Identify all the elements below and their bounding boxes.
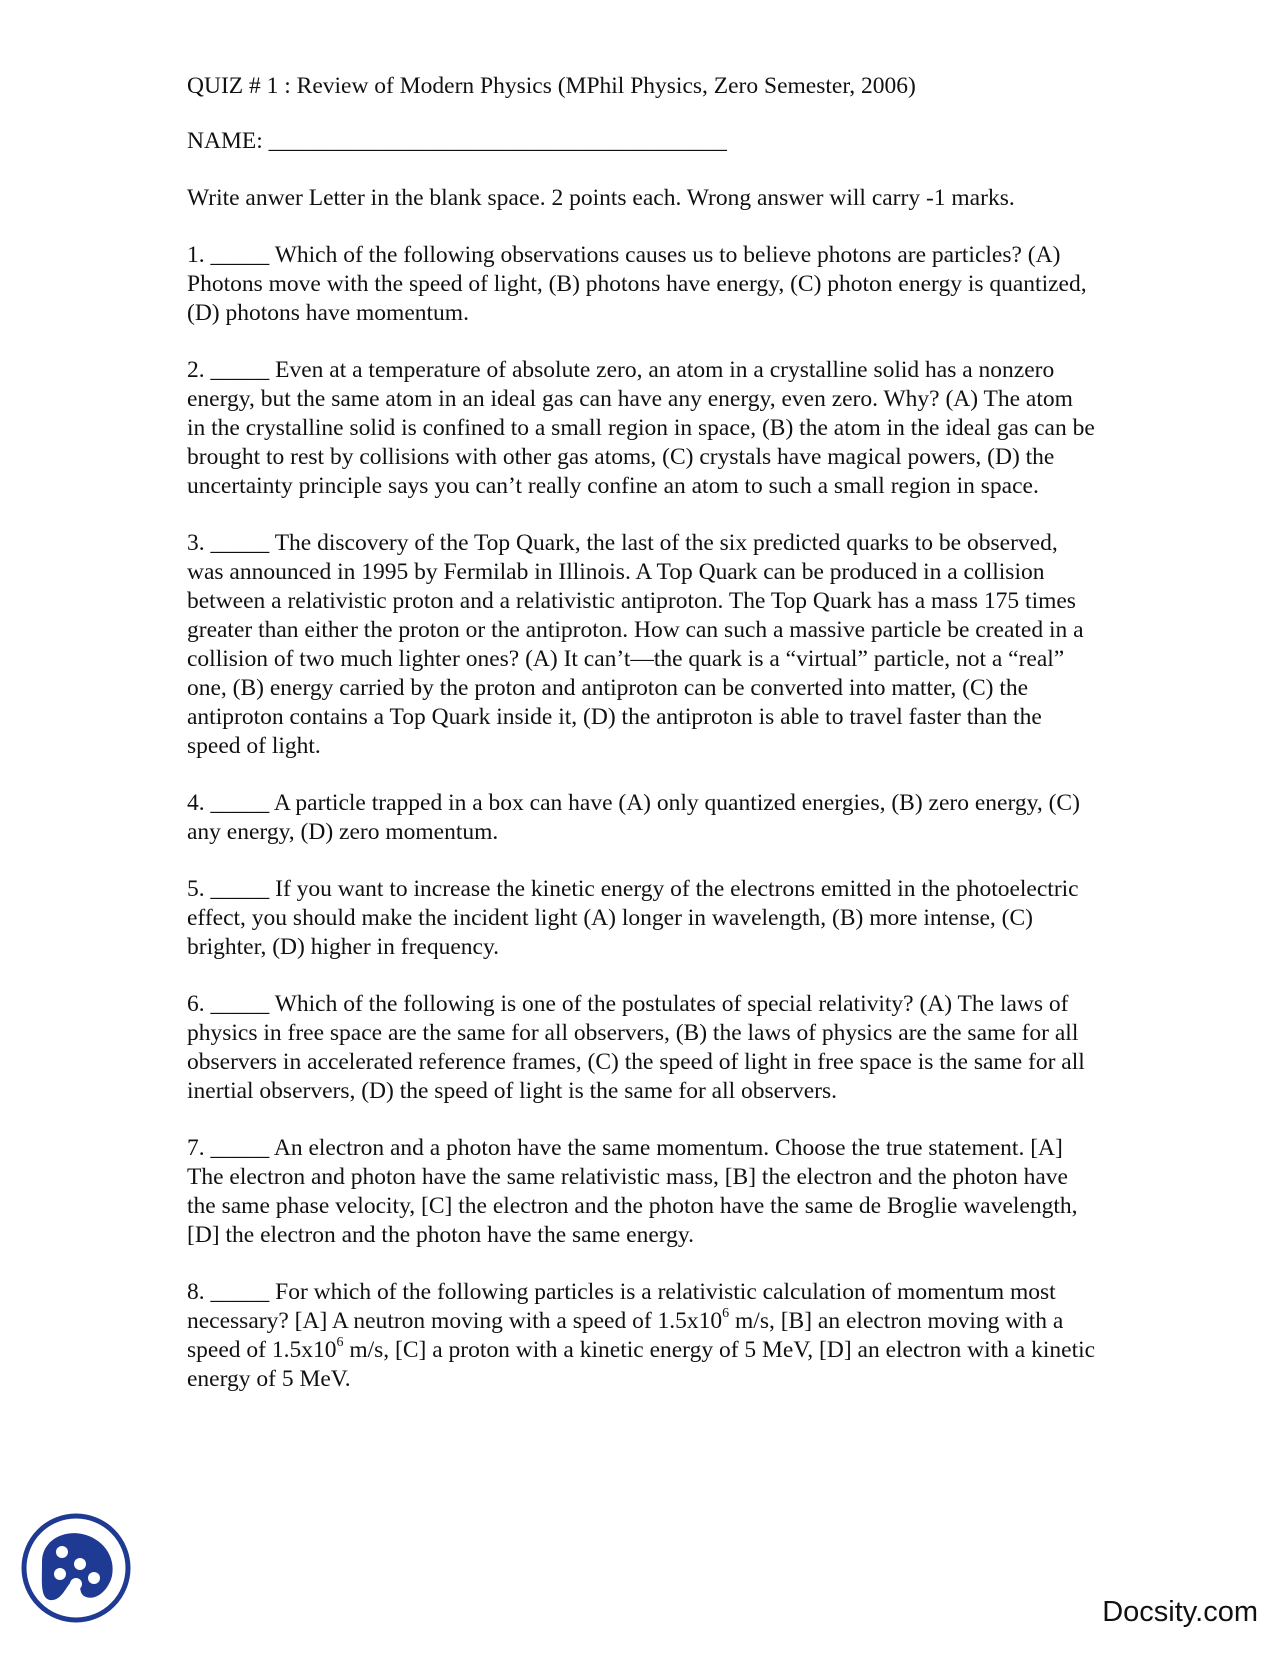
docsity-logo-icon xyxy=(20,1512,132,1624)
question-4 xyxy=(187,789,1097,847)
question-text: Which of the following observations causes us to believe photons are particles? (A) Photons move with the speed of light, (B) photons have energy, (C) photon energy is quantized, (D) photons have momentum. xyxy=(187,242,1087,326)
question-number: 6. xyxy=(187,991,205,1017)
question-number: 1. xyxy=(187,242,205,268)
instructions: Write anwer Letter in the blank space. 2 points each. Wrong answer will carry -1 marks. xyxy=(187,185,1015,211)
brand-suffix: .com xyxy=(1195,1596,1258,1628)
question-number: 8. xyxy=(187,1279,205,1305)
question-text: A particle trapped in a box can have (A) only quantized energies, (B) zero energy, (C) any energy, (D) zero momentum. xyxy=(187,790,1080,845)
question-6 xyxy=(187,990,1097,1106)
answer-blank: _____ xyxy=(210,991,270,1017)
question-1 xyxy=(187,241,1097,328)
question-list xyxy=(187,241,1097,1250)
name-line: NAME: _______________________________________ xyxy=(187,128,727,154)
question-number: 4. xyxy=(187,790,205,816)
question-8 xyxy=(187,1278,1097,1394)
question-3 xyxy=(187,529,1097,761)
question-5 xyxy=(187,875,1097,962)
question-number: 3. xyxy=(187,530,205,556)
question-7 xyxy=(187,1134,1097,1250)
answer-blank: _____ xyxy=(210,530,270,556)
answer-blank: _____ xyxy=(210,1279,270,1305)
question-number: 7. xyxy=(187,1135,205,1161)
question-text-part-3: m/s, [C] a proton with a kinetic energy of 5 MeV, [D] an electron with a kinetic energy of 5 MeV. xyxy=(187,1337,1096,1392)
brand-name: Docsity xyxy=(1102,1596,1196,1628)
question-text: Which of the following is one of the postulates of special relativity? (A) The laws of physics in free space are the same for all observers, (B) the laws of physics are the same for all observers in accelerated reference frames, (C) the speed of light in free space is the same for all inertial observers, (D) the speed of light is the same for all observers. xyxy=(187,991,1085,1104)
question-text: If you want to increase the kinetic energy of the electrons emitted in the photoelectric effect, you should make the incident light (A) longer in wavelength, (B) more intense, (C) brighter, (D) higher in frequency. xyxy=(187,876,1079,960)
exponent: 6 xyxy=(336,1335,344,1351)
question-number: 2. xyxy=(187,357,205,383)
exponent: 6 xyxy=(722,1306,730,1322)
answer-blank: _____ xyxy=(210,876,270,902)
question-text-part-1: For which of the following particles is a relativistic calculation of momentum most necessary? [A] A neutron moving with a speed of 1.5x10 xyxy=(187,1279,1056,1334)
question-text: The discovery of the Top Quark, the last of the six predicted quarks to be observed, was announced in 1995 by Fermilab in Illinois. A Top Quark can be produced in a collision between a relativistic proton and a relativistic antiproton. The Top Quark has a mass 175 times greater than either the proton or the antiproton. How can such a massive particle be created in a collision of two much lighter ones? (A) It can’t—the quark is a “virtual” particle, not a “real” one, (B) energy carried by the proton and antiproton can be converted into matter, (C) the antiproton contains a Top Quark inside it, (D) the antiproton is able to travel faster than the speed of light. xyxy=(187,530,1084,759)
answer-blank: _____ xyxy=(210,357,270,383)
docsity-brand xyxy=(1102,1596,1258,1629)
quiz-title: QUIZ # 1 : Review of Modern Physics (MPhil Physics, Zero Semester, 2006) xyxy=(187,73,916,99)
question-2 xyxy=(187,356,1097,501)
question-text: Even at a temperature of absolute zero, an atom in a crystalline solid has a nonzero energy, but the same atom in an ideal gas can have any energy, even zero. Why? (A) The atom in the crystalline solid is confined to a small region in space, (B) the atom in the ideal gas can be brought to rest by collisions with other gas atoms, (C) crystals have magical powers, (D) the uncertainty principle says you can’t really confine an atom to such a small region in space. xyxy=(187,357,1095,499)
question-text-part-2: m/s, [B] an electron moving with a speed of 1.5x10 xyxy=(187,1308,1064,1363)
question-text: An electron and a photon have the same momentum. Choose the true statement. [A] The electron and photon have the same relativistic mass, [B] the electron and the photon have the same phase velocity, [C] the electron and the photon have the same de Broglie wavelength, [D] the electron and the photon have the same energy. xyxy=(187,1135,1078,1248)
answer-blank: _____ xyxy=(210,242,270,268)
answer-blank: _____ xyxy=(210,790,270,816)
answer-blank: _____ xyxy=(210,1135,270,1161)
question-number: 5. xyxy=(187,876,205,902)
quiz-document xyxy=(187,72,1097,1422)
